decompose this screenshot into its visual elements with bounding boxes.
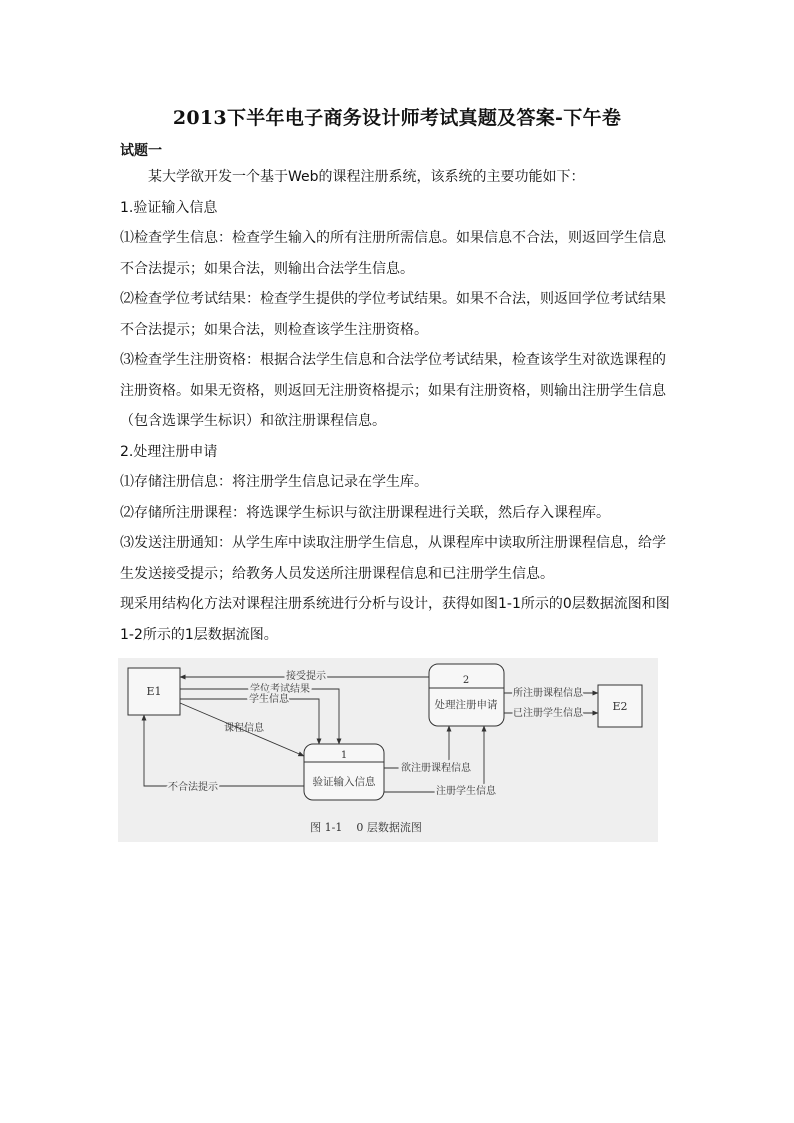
body-text	[120, 162, 676, 650]
list-heading-1: 1.验证输入信息	[120, 199, 218, 216]
dfd-svg	[118, 658, 658, 842]
figure-caption: 图 1-1 0 层数据流图	[310, 821, 422, 834]
process-1-label: 验证输入信息	[312, 776, 376, 788]
list-item: ⑶发送注册通知：从学生库中读取注册学生信息，从课程库中读取所注册课程信息，给学生发送接受提示；给教务人员发送所注册课程信息和已注册学生信息。	[120, 535, 666, 582]
flow-course-label: 课程信息	[224, 723, 264, 734]
flow-reg-course-label: 所注册课程信息	[513, 688, 583, 699]
process-2-label: 处理注册申请	[434, 699, 498, 711]
flow-student-arrow	[180, 699, 319, 744]
closing-paragraph: 现采用结构化方法对课程注册系统进行分析与设计，获得如图1-1所示的0层数据流图和图1-2所示的1层数据流图。	[120, 596, 670, 643]
flow-reg-student-label: 注册学生信息	[436, 786, 496, 797]
flow-want-course-arrow	[384, 726, 449, 768]
flow-exam-label: 学位考试结果	[250, 684, 310, 695]
list-item: ⑵存储所注册课程：将选课学生标识与欲注册课程进行关联，然后存入课程库。	[120, 504, 610, 521]
list-heading-2: 2.处理注册申请	[120, 443, 218, 460]
list-item: ⑴检查学生信息：检查学生输入的所有注册所需信息。如果信息不合法，则返回学生信息不合法提示；如果合法，则输出合法学生信息。	[120, 230, 666, 277]
entity-e2-label: E2	[612, 700, 628, 713]
flow-illegal-label: 不合法提示	[168, 782, 218, 793]
flow-accept-label: 接受提示	[286, 671, 326, 682]
flow-student-label: 学生信息	[249, 694, 289, 705]
entity-e1-label: E1	[146, 685, 162, 698]
process-2	[429, 664, 504, 726]
list-item: ⑶检查学生注册资格：根据合法学生信息和合法学位考试结果，检查该学生对欲选课程的注册资格。如果无资格，则返回无注册资格提示；如果有注册资格，则输出注册学生信息（包含选课学生标识）和欲注册课程信息。	[120, 352, 666, 429]
flow-reg-student-arrow	[384, 726, 484, 792]
process-1-number: 1	[340, 750, 348, 761]
list-item: ⑴存储注册信息：将注册学生信息记录在学生库。	[120, 474, 428, 490]
list-item: ⑵检查学位考试结果：检查学生提供的学位考试结果。如果不合法，则返回学位考试结果不合法提示；如果合法，则检查该学生注册资格。	[120, 291, 666, 338]
process-2-number: 2	[462, 675, 470, 686]
intro-paragraph: 某大学欲开发一个基于Web的课程注册系统，该系统的主要功能如下：	[148, 169, 585, 185]
flow-want-course-label: 欲注册课程信息	[401, 763, 471, 774]
data-flow-diagram	[118, 658, 658, 842]
section-heading: 试题一	[120, 143, 162, 159]
flow-done-student-label: 已注册学生信息	[513, 708, 583, 719]
page-title: 2013下半年电子商务设计师考试真题及答案-下午卷	[172, 107, 622, 129]
